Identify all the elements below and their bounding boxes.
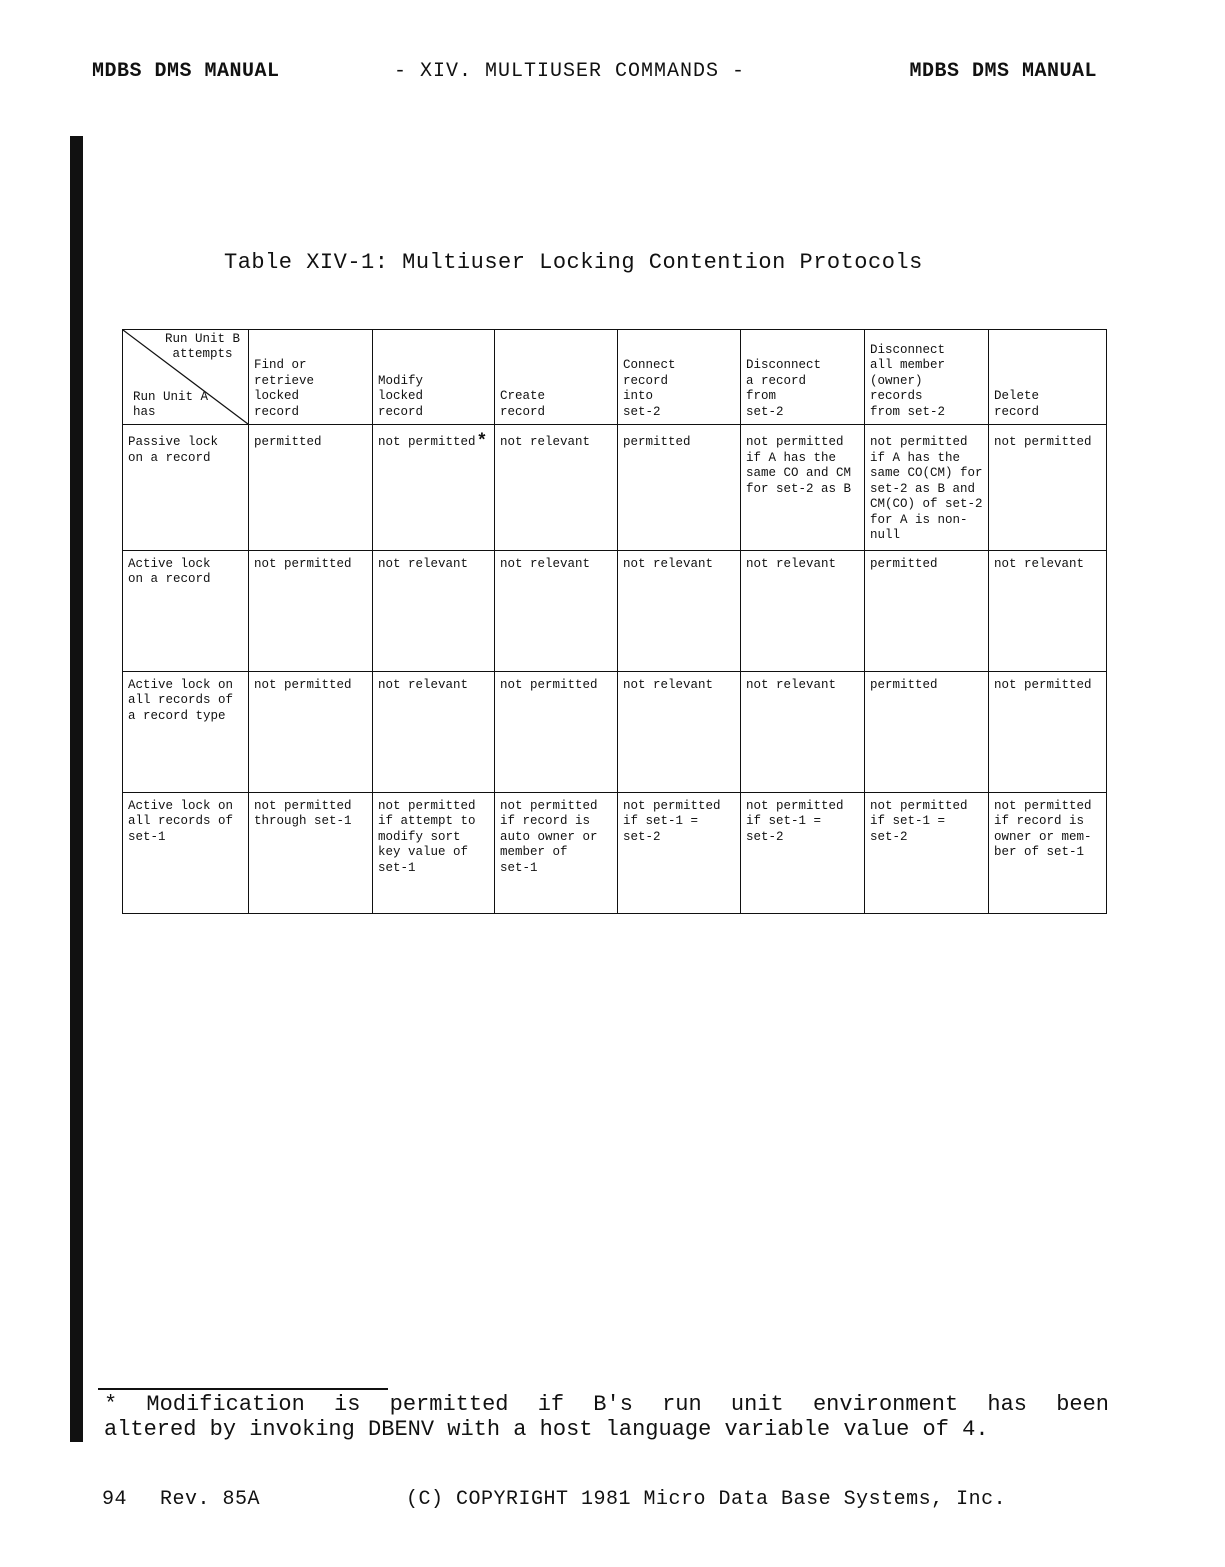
column-header	[495, 330, 618, 425]
page-number: 94	[102, 1488, 128, 1511]
cell-text: not permitted	[378, 435, 476, 449]
cell-text: not relevant	[994, 556, 1085, 571]
row-label	[123, 792, 249, 913]
table-cell	[865, 792, 989, 913]
column-header-text: Modify locked record	[378, 373, 424, 419]
cell-text: not permitted if A has the same CO and CM for set-2 as B	[746, 435, 852, 496]
cell-text: not permitted if set-1 = set-2	[746, 798, 844, 844]
cell-text: not permitted if A has the same CO(CM) for set-2 as B and CM(CO) of set-2 for A is non- null	[870, 435, 983, 542]
cell-text: not relevant	[623, 677, 714, 692]
table-cell	[741, 550, 865, 671]
table-cell	[618, 550, 741, 671]
table-cell	[989, 550, 1107, 671]
column-header	[741, 330, 865, 425]
corner-run-unit-a	[133, 390, 208, 420]
cell-text: not permitted through set-1	[254, 798, 352, 828]
copyright: (C) COPYRIGHT 1981 Micro Data Base Systems, Inc.	[406, 1488, 1007, 1511]
corner-a-line2: has	[133, 405, 156, 419]
footnote-word: run	[662, 1392, 702, 1417]
table-cell	[618, 425, 741, 551]
cell-text: not permitted	[254, 556, 352, 571]
table-cell	[373, 792, 495, 913]
cell-text: not relevant	[500, 435, 591, 449]
table-cell	[741, 425, 865, 551]
column-header-text: Connect record into set-2	[623, 358, 676, 419]
table-cell	[495, 550, 618, 671]
column-header-text: Delete record	[994, 389, 1040, 419]
table-cell	[373, 425, 495, 551]
table-cell	[495, 425, 618, 551]
cell-text: not permitted if record is auto owner or member of set-1	[500, 798, 598, 875]
row-label-text: Active lock on all records of a record type	[128, 677, 234, 723]
column-header-text: Find or retrieve locked record	[254, 358, 315, 419]
table-row	[123, 671, 1107, 792]
row-label	[123, 425, 249, 551]
header-row	[123, 330, 1107, 425]
cell-text: not permitted	[994, 435, 1092, 449]
footnote-word: has	[987, 1392, 1027, 1417]
footnote-word: if	[537, 1392, 565, 1417]
corner-a-line1: Run Unit A	[133, 390, 209, 404]
corner-b-line1: Run Unit B	[164, 332, 240, 346]
row-label-text: Passive lock on a record	[128, 435, 219, 465]
table-cell	[865, 425, 989, 551]
column-header-text: Create record	[500, 389, 546, 419]
table-row	[123, 425, 1107, 551]
row-label-text: Active lock on all records of set-1	[128, 798, 234, 844]
footnote-word: permitted	[389, 1392, 509, 1417]
table-cell	[249, 671, 373, 792]
footnote-line-1	[104, 1392, 1109, 1417]
column-header	[249, 330, 373, 425]
column-header	[865, 330, 989, 425]
footnote-word: Modification	[146, 1392, 305, 1417]
cell-text: not relevant	[746, 556, 837, 571]
cell-text: not permitted	[254, 677, 352, 692]
footnote-word: unit	[730, 1392, 784, 1417]
column-header-text: Disconnect a record from set-2	[746, 358, 822, 419]
revision: Rev. 85A	[160, 1488, 261, 1511]
row-label-text: Active lock on a record	[128, 556, 211, 586]
table-title: Table XIV-1: Multiuser Locking Contention Protocols	[224, 250, 923, 275]
column-header	[373, 330, 495, 425]
table-cell	[249, 792, 373, 913]
footnote-reference: *	[476, 432, 488, 452]
cell-text: permitted	[623, 435, 691, 449]
footnote-word: is	[334, 1392, 361, 1417]
table-row	[123, 550, 1107, 671]
corner-run-unit-b	[165, 332, 240, 362]
table-cell	[495, 792, 618, 913]
row-label	[123, 671, 249, 792]
table-cell	[249, 425, 373, 551]
footnote-rule	[98, 1388, 388, 1390]
cell-text: permitted	[870, 556, 938, 571]
table-cell	[741, 671, 865, 792]
cell-text: not relevant	[500, 556, 591, 571]
running-header-center: - XIV. MULTIUSER COMMANDS -	[394, 60, 746, 83]
table-cell	[373, 550, 495, 671]
footnote	[104, 1392, 1109, 1442]
cell-text: not relevant	[623, 556, 714, 571]
running-header-left: MDBS DMS MANUAL	[92, 60, 280, 83]
cell-text: not relevant	[378, 677, 469, 692]
cell-text: not permitted if attempt to modify sort key value of set-1	[378, 798, 476, 875]
table-cell	[741, 792, 865, 913]
table-cell	[618, 792, 741, 913]
table-cell	[618, 671, 741, 792]
table-cell	[989, 425, 1107, 551]
table-row	[123, 792, 1107, 913]
corner-b-line2: attempts	[172, 347, 233, 361]
contention-table	[122, 329, 1107, 914]
table-cell	[989, 792, 1107, 913]
cell-text: permitted	[870, 677, 938, 692]
row-label	[123, 550, 249, 671]
cell-text: not relevant	[746, 677, 837, 692]
cell-text: not permitted if set-1 = set-2	[870, 798, 968, 844]
cell-text: permitted	[254, 435, 322, 449]
cell-text: not permitted if record is owner or mem- ber of set-1	[994, 798, 1092, 859]
footnote-word: B's	[593, 1392, 633, 1417]
column-header	[989, 330, 1107, 425]
table-cell	[989, 671, 1107, 792]
running-header-right: MDBS DMS MANUAL	[909, 60, 1097, 83]
cell-text: not permitted if set-1 = set-2	[623, 798, 721, 844]
cell-text: not permitted	[994, 677, 1092, 692]
footnote-marker: *	[104, 1392, 118, 1417]
table-cell	[865, 671, 989, 792]
cell-text: not relevant	[378, 556, 469, 571]
change-bar	[70, 136, 83, 1442]
table-cell	[249, 550, 373, 671]
table-cell	[373, 671, 495, 792]
cell-text: not permitted	[500, 677, 598, 692]
footnote-line-2: altered by invoking DBENV with a host language variable value of 4.	[104, 1417, 989, 1442]
footnote-word: environment	[812, 1392, 959, 1417]
corner-cell	[123, 330, 249, 425]
footnote-word: been	[1056, 1392, 1109, 1417]
table-cell	[865, 550, 989, 671]
column-header-text: Disconnect all member (owner) records from set-2	[870, 342, 946, 419]
table-cell	[495, 671, 618, 792]
column-header	[618, 330, 741, 425]
